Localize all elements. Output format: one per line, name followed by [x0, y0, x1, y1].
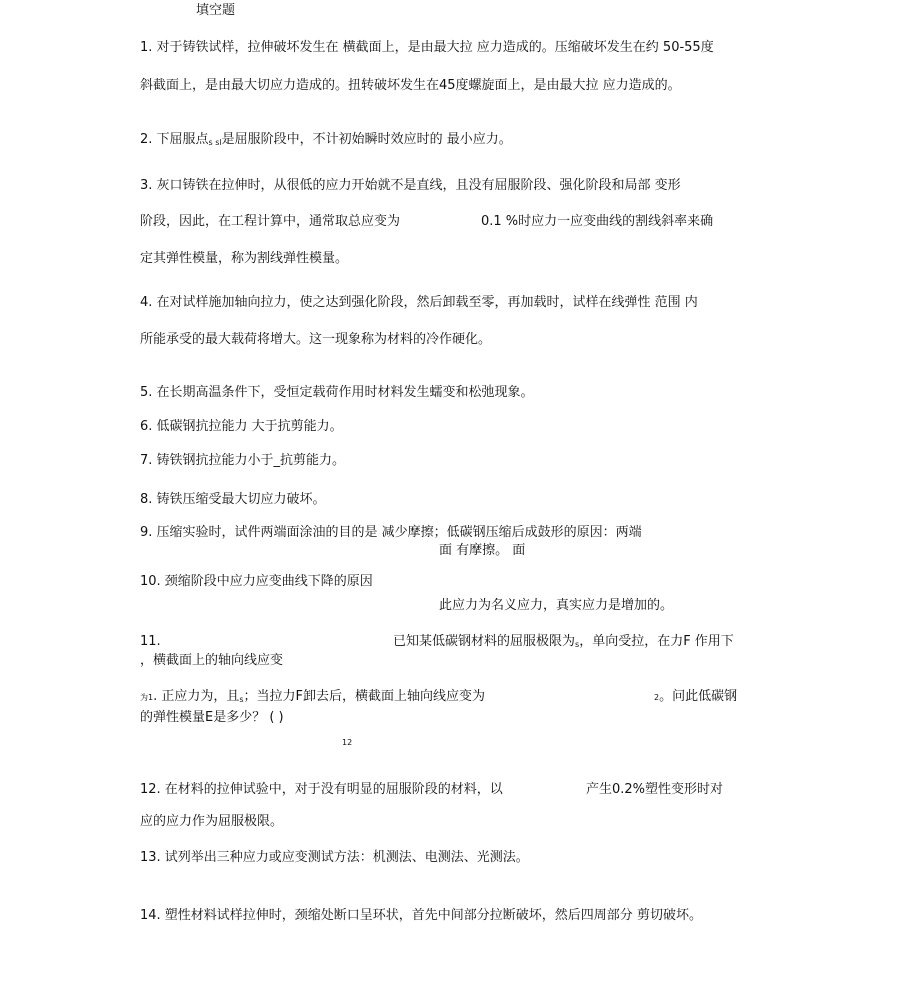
question-14: 14. 塑性材料试样拉伸时，颈缩处断口呈环状，首先中间部分拉断破坏，然后四周部分 剪切破坏。: [140, 908, 702, 923]
question-11-line-2: ，横截面上的轴向线应变: [140, 653, 284, 668]
question-11-line-1-rest: ，单向受拉，在力F 作用下: [579, 634, 734, 649]
question-6: 6. 低碳钢抗拉能力 大于抗剪能力。: [140, 419, 343, 434]
question-8: 8. 铸铁压缩受最大切应力破坏。: [140, 492, 326, 507]
question-9-line-1: 9. 压缩实验时，试件两端面涂油的目的是 减少摩擦；低碳钢压缩后成鼓形的原因：两端: [140, 525, 642, 540]
question-13: 13. 试列举出三种应力或应变测试方法：机测法、电测法、光测法。: [140, 850, 529, 865]
section-title: 填空题: [196, 3, 236, 18]
question-12-line-1a: 12. 在材料的拉伸试验中，对于没有明显的屈服阶段的材料，以: [140, 782, 503, 797]
question-9-line-2: 面 有摩擦。 面: [439, 543, 526, 558]
question-2: [140, 132, 512, 151]
strain-2-label: 2: [654, 693, 660, 702]
question-3-line-1: 3. 灰口铸铁在拉伸时，从很低的应力开始就不是直线，且没有屈服阶段、强化阶段和局部 变形: [140, 178, 681, 193]
question-12-line-2: 应的应力作为屈服极限。: [140, 814, 284, 829]
question-2-suffix: 是屈服阶段中，不计初始瞬时效应时的 最小应力。: [221, 132, 512, 147]
question-12-line-1b: 产生0.2%塑性变形时对: [586, 782, 724, 797]
question-10-line-1: 10. 颈缩阶段中应力应变曲线下降的原因: [140, 574, 373, 589]
question-11-number: 11.: [140, 634, 161, 649]
question-11-footnote: 12: [342, 738, 353, 747]
yield-limit-subscript: s: [575, 640, 580, 649]
question-11-line-3-b: ；当拉力F卸去后，横截面上轴向线应变为: [243, 689, 486, 704]
question-3-line-2b: 0.1 %时应力一应变曲线的割线斜率来确: [481, 214, 714, 229]
question-1-line-1: 1. 对于铸铁试样，拉伸破坏发生在 横截面上，是由最大拉 应力造成的。压缩破坏发生在约 50-55度: [140, 40, 714, 55]
question-11-line-4: 的弹性模量E是多少？ ( ): [140, 710, 284, 725]
question-11-line-1-text: 已知某低碳钢材料的屈服极限为: [393, 634, 576, 649]
question-3-line-3: 定其弹性模量，称为割线弹性模量。: [140, 251, 349, 266]
question-11-line-1: [393, 634, 734, 653]
yield-point-subscript: s sl: [208, 138, 222, 147]
question-4-line-2: 所能承受的最大载荷将增大。这一现象称为材料的冷作硬化。: [140, 332, 492, 347]
question-11-line-3-tail: [654, 689, 737, 706]
question-11-line-3-a: . 正应力为，且: [153, 689, 240, 704]
question-2-prefix: 2. 下屈服点: [140, 132, 209, 147]
question-1-line-2: 斜截面上，是由最大切应力造成的。扭转破坏发生在45度螺旋面上，是由最大拉 应力造成的。: [140, 78, 681, 93]
question-11-line-3: [140, 689, 485, 708]
question-5: 5. 在长期高温条件下，受恒定载荷作用时材料发生蠕变和松弛现象。: [140, 385, 534, 400]
question-10-line-2: 此应力为名义应力，真实应力是增加的。: [439, 598, 674, 613]
stress-subscript: s: [239, 695, 244, 704]
question-11-line-3-c: 。问此低碳钢: [659, 689, 738, 704]
strain-1-label: 为1: [140, 693, 154, 702]
question-7: 7. 铸铁钢抗拉能力小于_抗剪能力。: [140, 453, 346, 468]
question-4-line-1: 4. 在对试样施加轴向拉力，使之达到强化阶段，然后卸载至零，再加载时，试样在线弹性 范围 内: [140, 295, 698, 310]
question-3-line-2a: 阶段，因此，在工程计算中，通常取总应变为: [140, 214, 401, 229]
